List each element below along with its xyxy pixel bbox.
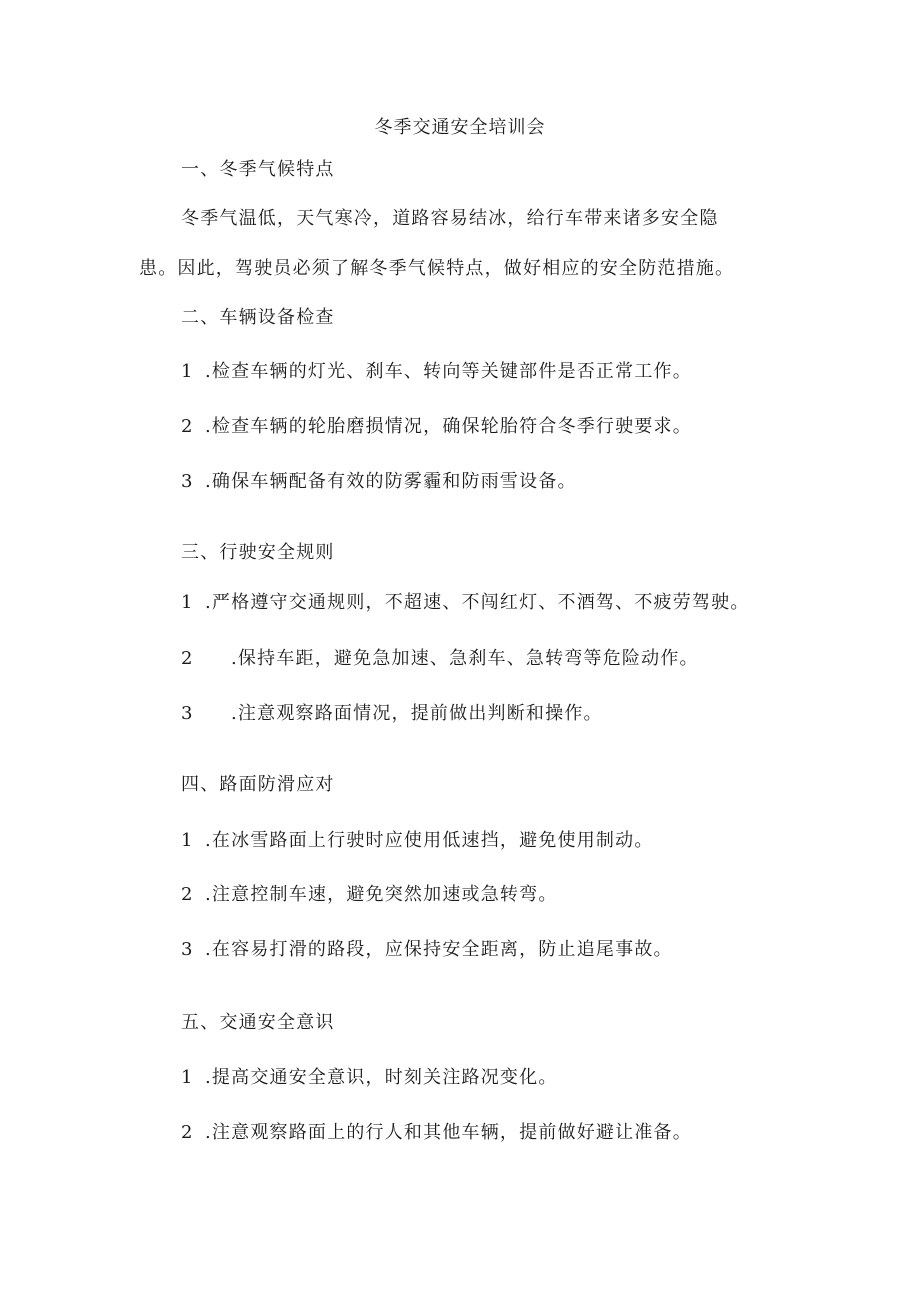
paragraph-line: 患。因此，驾驶员必须了解冬季气候特点，做好相应的安全防范措施。 [139, 258, 735, 279]
list-item [181, 1121, 692, 1145]
list-item [181, 470, 577, 494]
list-item-number: 2 [181, 648, 194, 669]
list-item-number: 1 [181, 592, 194, 613]
list-item-text: .在容易打滑的路段，应保持安全距离，防止追尾事故。 [205, 939, 673, 960]
list-item-text: .确保车辆配备有效的防雾霾和防雨雪设备。 [205, 471, 577, 492]
list-item-number: 3 [181, 939, 194, 960]
list-item [181, 591, 750, 615]
list-item-text: .提高交通安全意识，时刻关注路况变化。 [205, 1067, 558, 1088]
list-item [181, 883, 558, 907]
list-item-text: .保持车距，避免急加速、急刹车、急转弯等危险动作。 [231, 648, 699, 669]
list-item-number: 3 [181, 703, 194, 724]
list-item [181, 829, 654, 853]
section-heading-driving-rules: 三、行驶安全规则 [181, 542, 335, 563]
list-item [181, 938, 673, 962]
list-item-text: .检查车辆的灯光、刹车、转向等关键部件是否正常工作。 [205, 361, 692, 382]
list-item-text: .严格遵守交通规则，不超速、不闯红灯、不酒驾、不疲劳驾驶。 [205, 592, 750, 613]
list-item-number: 2 [181, 884, 194, 905]
list-item-number: 1 [181, 1067, 194, 1088]
list-item [181, 415, 692, 439]
list-item-text: .在冰雪路面上行驶时应使用低速挡，避免使用制动。 [205, 830, 654, 851]
list-item-text: .注意观察路面情况，提前做出判断和操作。 [231, 703, 603, 724]
list-item-text: .注意观察路面上的行人和其他车辆，提前做好避让准备。 [205, 1122, 692, 1143]
list-item-text: .检查车辆的轮胎磨损情况，确保轮胎符合冬季行驶要求。 [205, 416, 692, 437]
list-item-number: 2 [181, 416, 194, 437]
list-item [181, 1066, 558, 1090]
list-item [181, 647, 699, 671]
section-heading-climate: 一、冬季气候特点 [181, 159, 335, 180]
list-item [181, 702, 603, 726]
list-item [181, 360, 692, 384]
list-item-number: 2 [181, 1122, 194, 1143]
paragraph-line: 冬季气温低，天气寒冷，道路容易结冰，给行车带来诸多安全隐 [181, 208, 719, 229]
list-item-number: 3 [181, 471, 194, 492]
section-heading-vehicle-check: 二、车辆设备检查 [181, 307, 335, 328]
list-item-number: 1 [181, 830, 194, 851]
section-heading-safety-awareness: 五、交通安全意识 [181, 1012, 335, 1033]
document-title: 冬季交通安全培训会 [374, 117, 546, 138]
list-item-number: 1 [181, 361, 194, 382]
list-item-text: .注意控制车速，避免突然加速或急转弯。 [205, 884, 558, 905]
section-heading-anti-skid: 四、路面防滑应对 [181, 774, 335, 795]
